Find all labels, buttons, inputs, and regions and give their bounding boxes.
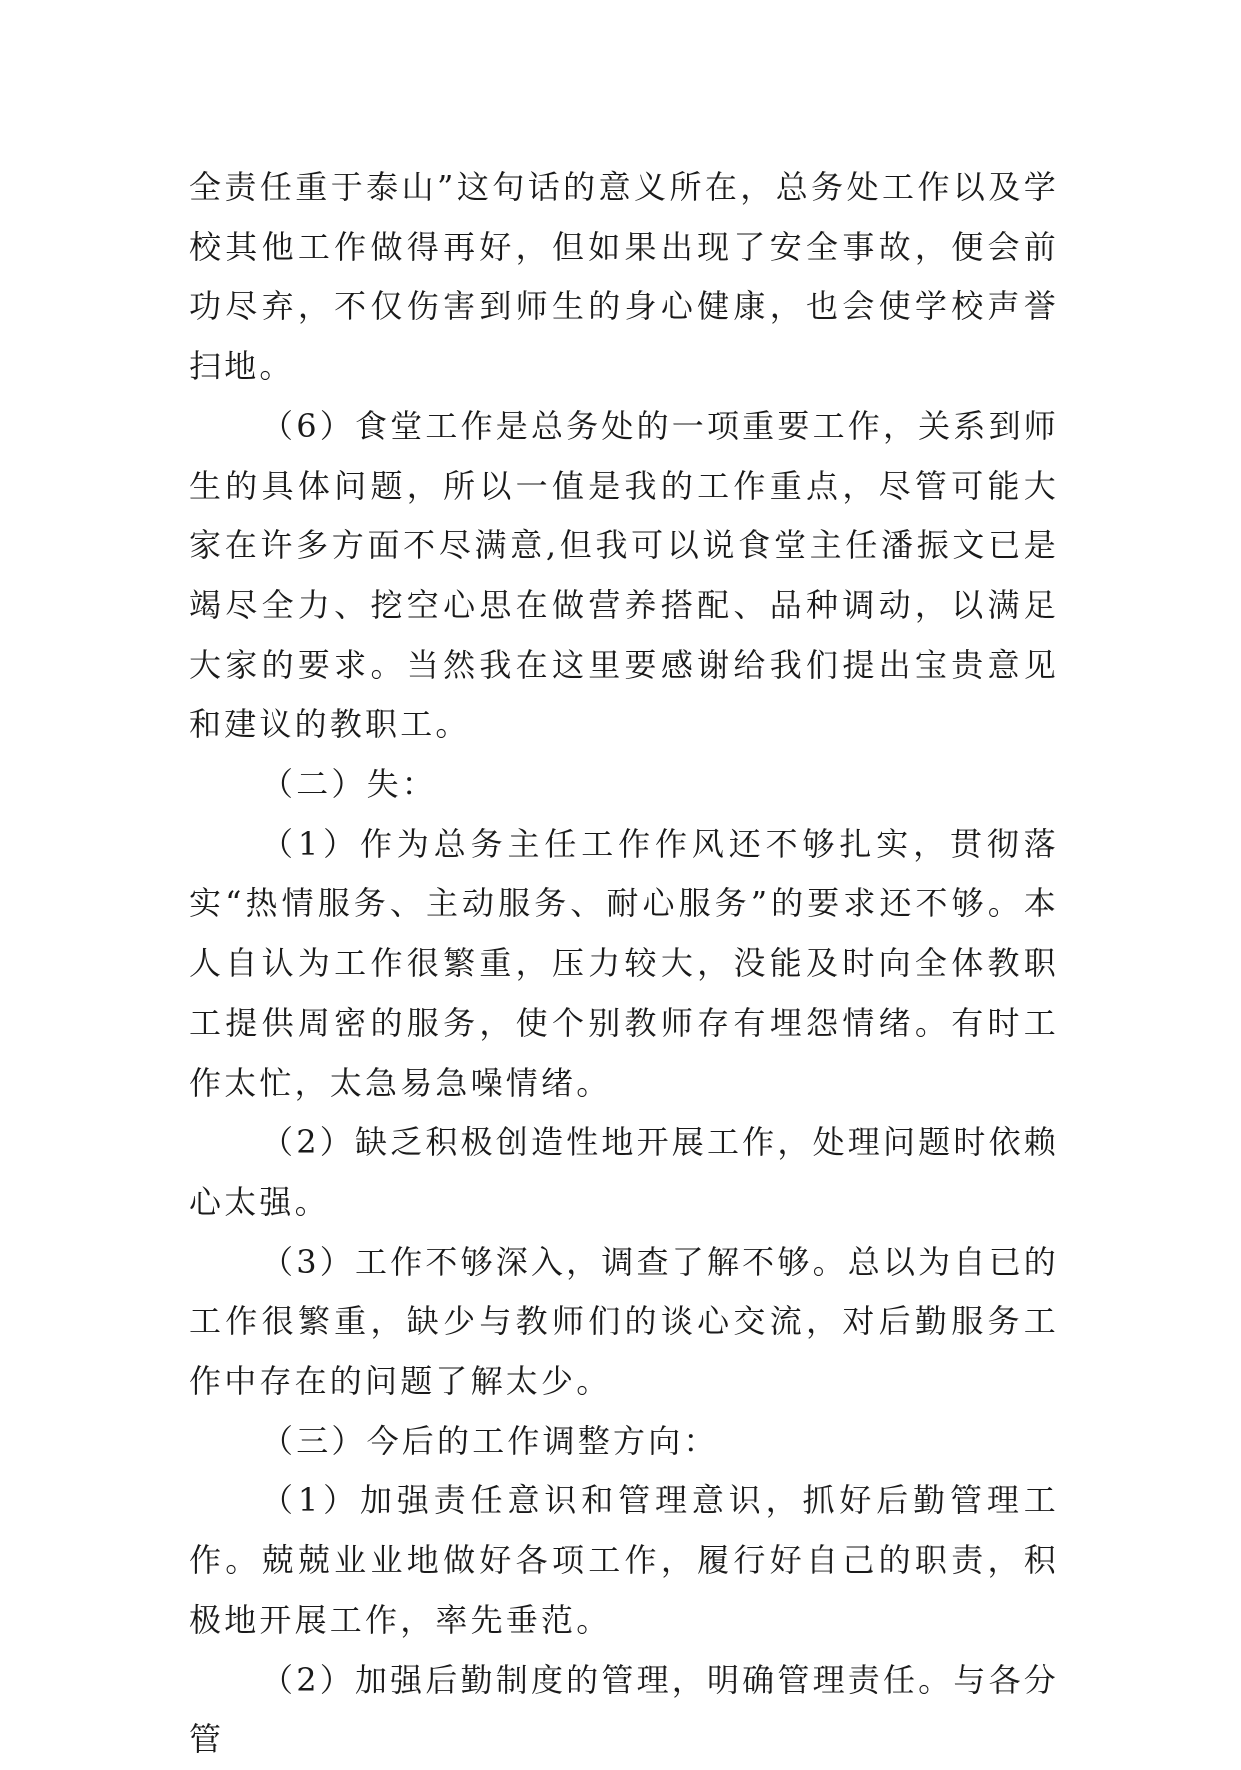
paragraph-shortcoming-2: （2）缺乏积极创造性地开展工作，处理问题时依赖心太强。 bbox=[189, 1123, 1059, 1221]
section-heading-future-direction: （三）今后的工作调整方向： bbox=[261, 1421, 719, 1460]
paragraph-safety-continuation: 全责任重于泰山”这句话的意义所在，总务处工作以及学校其他工作做得再好，但如果出现了安全事故，便会前功尽弃，不仅伤害到师生的身心健康，也会使学校声誉扫地。 bbox=[189, 168, 1059, 386]
document-body bbox=[189, 158, 1059, 1770]
paragraph-direction-1: （1）加强责任意识和管理意识，抓好后勤管理工作。兢兢业业地做好各项工作，履行好自己的职责，积极地开展工作，率先垂范。 bbox=[189, 1481, 1059, 1639]
paragraph-shortcoming-1: （1）作为总务主任工作作风还不够扎实，贯彻落实“热情服务、主动服务、耐心服务”的要求还不够。本人自认为工作很繁重，压力较大，没能及时向全体教职工提供周密的服务，使个别教师存有埋怨情绪。有时工作太忙，太急易急噪情绪。 bbox=[189, 824, 1059, 1102]
paragraph-canteen: （6）食堂工作是总务处的一项重要工作，关系到师生的具体问题，所以一值是我的工作重点，尽管可能大家在许多方面不尽满意,但我可以说食堂主任潘振文已是竭尽全力、挖空心思在做营养搭配、品种调动，以满足大家的要求。当然我在这里要感谢给我们提出宝贵意见和建议的教职工。 bbox=[189, 406, 1059, 744]
section-heading-shortcomings: （二）失： bbox=[261, 765, 438, 804]
paragraph-direction-2: （2）加强后勤制度的管理，明确管理责任。与各分管 bbox=[189, 1660, 1059, 1759]
paragraph-shortcoming-3: （3）工作不够深入，调查了解不够。总以为自已的工作很繁重，缺少与教师们的谈心交流，对后勤服务工作中存在的问题了解太少。 bbox=[189, 1242, 1059, 1401]
